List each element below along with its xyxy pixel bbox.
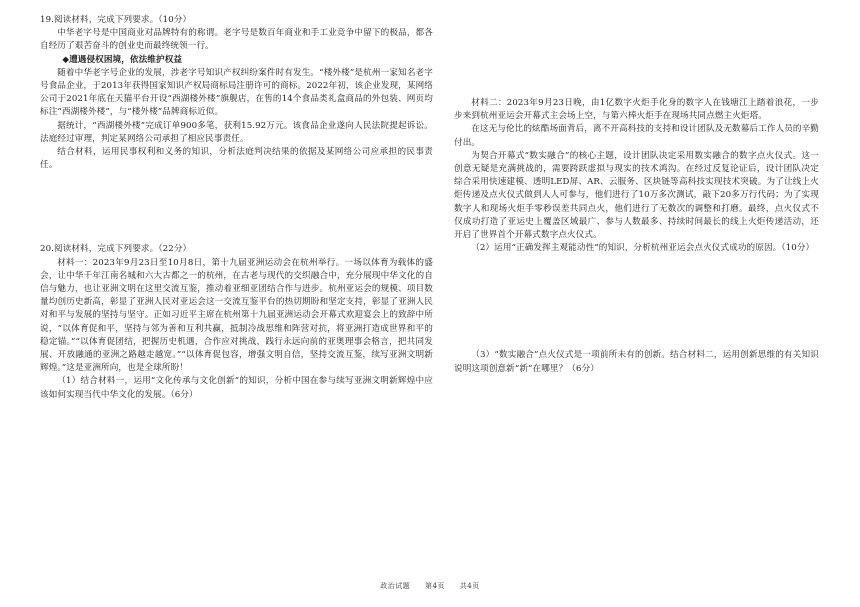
q19-paragraph-1: 中华老字号是中国商业对品牌特有的称谓。老字号是数百年商业和手工业竞争中留下的极品，都各自经历了艰苦奋斗的创业史而最终统领一行。 bbox=[40, 28, 433, 52]
question-20-heading: 20.阅读材料，完成下列要求。（22分） bbox=[40, 244, 192, 255]
page-footer bbox=[0, 581, 860, 591]
q20-material-1: 材料一：2023年9月23日至10月8日，第十九届亚洲运动会在杭州举行。一场以体育为载体的盛会，让中华千年江南名城和六大古都之一的杭州，在古老与现代的交织融合中，充分展现中华文化的自信与魅力，也让亚洲文明在这里交流互鉴，推动着亚细亚团结合作与进步。杭州亚运会的规模、项目数量均创历史新高，彰显了亚洲人民对亚运会这一交流互鉴平台的热切期盼和坚定支持，彰显了亚洲人民对和平与发展的坚持与坚守。正如习近平主席在杭州第十九届亚洲运动会开幕式欢迎宴会上的致辞中所说，“以体育促和平，坚持与邻为善和互利共赢，抵制冷战思维和阵营对抗，将亚洲打造成世界和平的稳定锚。”“以体育促团结，把握历史机遇，合作应对挑战，践行永远向前的亚奥理事会格言，把共同发展、开放融通的亚洲之路越走越宽。”“以体育促包容，增强文明自信，坚持交流互鉴，续写亚洲文明新辉煌。”这是亚洲所向，也是全球所盼！ bbox=[40, 257, 433, 374]
footer-total-pages: 共4页 bbox=[459, 582, 480, 590]
q20-sub-question-3: （3）“数实融合”点火仪式是一项前所未有的创新。结合材料二，运用创新思维的有关知识说明这项创意新“新”在哪里？（6分） bbox=[454, 350, 819, 374]
diamond-bullet-icon: ◆ bbox=[62, 54, 70, 65]
q20-sub-question-2: （2）运用“正确发挥主观能动性”的知识，分析杭州亚运会点火仪式成功的原因。（10分） bbox=[471, 243, 815, 254]
footer-subject: 政治试题 bbox=[380, 582, 411, 590]
q19-paragraph-4: 结合材料，运用民事权利和义务的知识，分析法庭判决结果的依据及某网络公司应承担的民事责任。 bbox=[40, 147, 433, 171]
q19-paragraph-3: 据统计，“西湖楼外楼”完成订单900多笔，获利15.92万元。该食品企业遂向人民法院提起诉讼。法庭经过审理，判定某网络公司承担了相应民事责任。 bbox=[40, 120, 433, 144]
q19-subtitle bbox=[40, 54, 433, 67]
q20-material-2-para-3: 为契合开幕式“数实融合”的核心主题，设计团队决定采用数实融合的数字点火仪式。这一创意无疑是充满挑战的，需要跨跃虚拟与现实的技术鸿沟。在经过反复论证后，设计团队决定综合采用快速建模、透明LED屏、AR、云服务、区块链等高科技实现技术突破。为了让线上火炬传递及点火仪式做到人人可参与，他们进行了10万多次测试，敲下20多万行代码；为了实现数字人和现场火炬手零秒误差共同点火，他们进行了无数次的调整和打磨。最终，点火仪式不仅成功打造了亚运史上覆盖区域最广、参与人数最多、持续时间最长的线上火炬传递活动，还开启了世界首个开幕式数字点火仪式。 bbox=[454, 150, 819, 241]
answer-space bbox=[454, 255, 819, 349]
footer-page-number: 第4页 bbox=[425, 582, 445, 590]
q20-material-2-intro: 材料二：2023年9月23日晚，由1亿数字火炬手化身的数字人在钱塘江上踏着浪花，一步步来到杭州亚运会开幕式主会场上空，与第六棒火炬手在现场共同点燃主火炬塔。 bbox=[454, 98, 819, 122]
q20-sub-question-1: （1）结合材料一，运用“文化传承与文化创新”的知识，分析中国在参与续写亚洲文明新辉煌中应该如何实现当代中华文化的发展。（6分） bbox=[40, 376, 433, 400]
left-column bbox=[40, 14, 433, 402]
right-column bbox=[454, 97, 819, 376]
q19-subtitle-text: 遭遇侵权困境，依法维护权益 bbox=[69, 54, 183, 65]
question-19-heading: 19.阅读材料，完成下列要求。（10分） bbox=[40, 15, 192, 25]
answer-space bbox=[40, 172, 433, 243]
q19-paragraph-2: 随着中华老字号企业的发展，涉老字号知识产权纠纷案件时有发生。“楼外楼”是杭州一家知名老字号食品企业，于2013年获得国家知识产权局商标局注册许可的商标。2022年初，该企业发现，某网络公司于2021年底在天猫平台开设“西湖楼外楼”旗舰店，在售的14个食品类礼盒商品的外包装、网页均标注“西湖楼外楼”，与“楼外楼”品牌商标近似。 bbox=[40, 67, 433, 118]
q20-material-2-para-2: 在这无与伦比的炫酷场面背后，离不开高科技的支持和设计团队及无数幕后工作人员的辛勤付出。 bbox=[454, 124, 819, 148]
